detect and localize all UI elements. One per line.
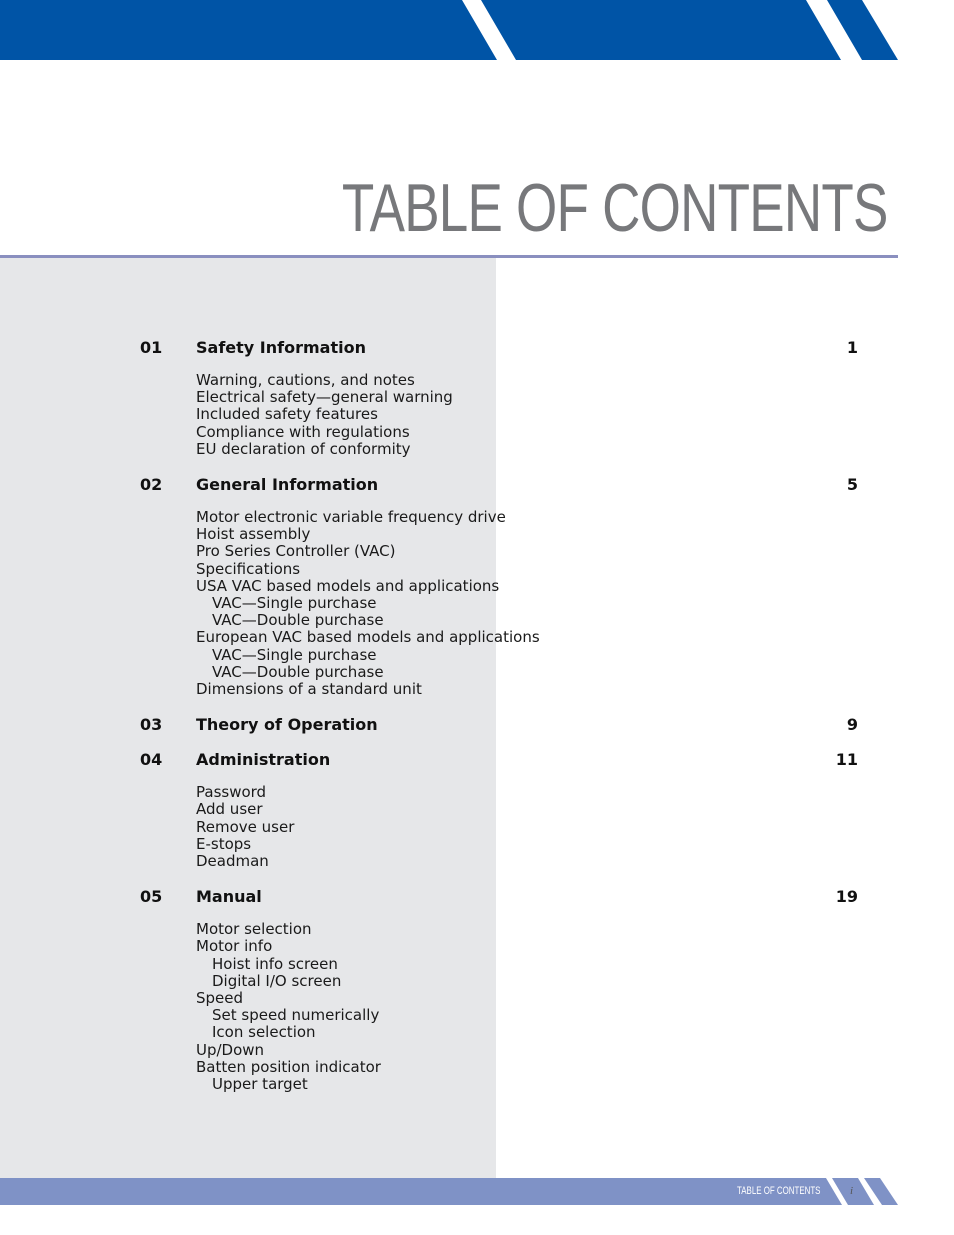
section-page-number: 5 [846,475,858,495]
section-title: General Information [196,475,379,495]
toc-entry[interactable]: European VAC based models and applications [196,628,540,647]
section-entry-list [0,372,954,475]
footer-banner-main-segment [0,1178,842,1205]
section-title: Theory of Operation [196,715,378,735]
toc-entry[interactable]: Add user [196,800,263,819]
section-number: 01 [140,338,163,357]
toc-subentry[interactable]: VAC—Single purchase [212,645,377,664]
footer-page-number: i [850,1185,854,1197]
section-page-number: 19 [835,887,858,907]
toc-subentry[interactable]: Icon selection [212,1023,316,1042]
toc-section-heading[interactable] [0,750,954,784]
section-title: Manual [196,887,262,907]
toc-entry[interactable]: Compliance with regulations [196,422,410,441]
toc-entry[interactable]: Motor info [196,937,273,956]
toc-subentry[interactable]: VAC—Double purchase [212,662,384,681]
section-title: Administration [196,750,331,770]
toc-entry[interactable]: E-stops [196,834,252,853]
toc-entry[interactable]: Specifications [196,559,301,578]
top-banner [0,0,954,60]
toc-entry[interactable]: Speed [196,989,244,1008]
section-entry-list [0,784,954,887]
footer-section-label: TABLE OF CONTENTS [737,1185,821,1197]
table-of-contents [0,338,954,1110]
toc-subentry[interactable]: Hoist info screen [212,954,338,973]
toc-entry[interactable]: Hoist assembly [196,525,311,544]
page-title: TABLE OF CONTENTS [342,170,888,246]
section-number: 02 [140,475,163,495]
section-page-number: 1 [846,338,858,357]
section-number: 03 [140,715,163,735]
toc-section [0,475,954,715]
toc-entry[interactable]: EU declaration of conformity [196,439,411,458]
toc-entry[interactable]: Deadman [196,852,269,871]
toc-entry[interactable]: Up/Down [196,1040,265,1059]
toc-section-heading[interactable] [0,715,954,750]
toc-subentry[interactable]: VAC—Double purchase [212,611,384,630]
section-title: Safety Information [196,338,366,357]
toc-entry[interactable]: Motor selection [196,920,312,939]
toc-subentry[interactable]: Set speed numerically [212,1006,380,1025]
section-number: 04 [140,750,163,770]
toc-subentry[interactable]: Digital I/O screen [212,971,342,990]
toc-entry[interactable]: Remove user [196,817,295,836]
toc-entry[interactable]: Electrical safety—general warning [196,388,453,407]
toc-section [0,715,954,750]
section-page-number: 11 [835,750,858,770]
toc-section-heading[interactable] [0,887,954,921]
toc-entry[interactable]: Warning, cautions, and notes [196,371,415,389]
toc-section-heading[interactable] [0,475,954,509]
section-entry-list [0,509,954,715]
top-banner-middle-segment [481,0,841,60]
toc-entry[interactable]: USA VAC based models and applications [196,576,500,595]
toc-entry[interactable]: Pro Series Controller (VAC) [196,542,396,561]
toc-section [0,338,954,475]
section-entry-list [0,921,954,1110]
toc-entry[interactable]: Batten position indicator [196,1057,381,1076]
top-banner-left-segment [0,0,497,60]
toc-subentry[interactable]: VAC—Single purchase [212,594,377,613]
section-page-number: 9 [846,715,858,735]
toc-entry[interactable]: Included safety features [196,405,378,424]
toc-entry[interactable]: Motor electronic variable frequency drive [196,508,506,527]
toc-entry[interactable]: Dimensions of a standard unit [196,680,422,699]
toc-subentry[interactable]: Upper target [212,1075,308,1094]
top-banner-right-segment [827,0,898,60]
toc-section [0,887,954,1110]
toc-entry[interactable]: Password [196,783,267,802]
toc-section-heading[interactable] [0,338,954,372]
toc-section [0,750,954,887]
section-number: 05 [140,887,163,907]
